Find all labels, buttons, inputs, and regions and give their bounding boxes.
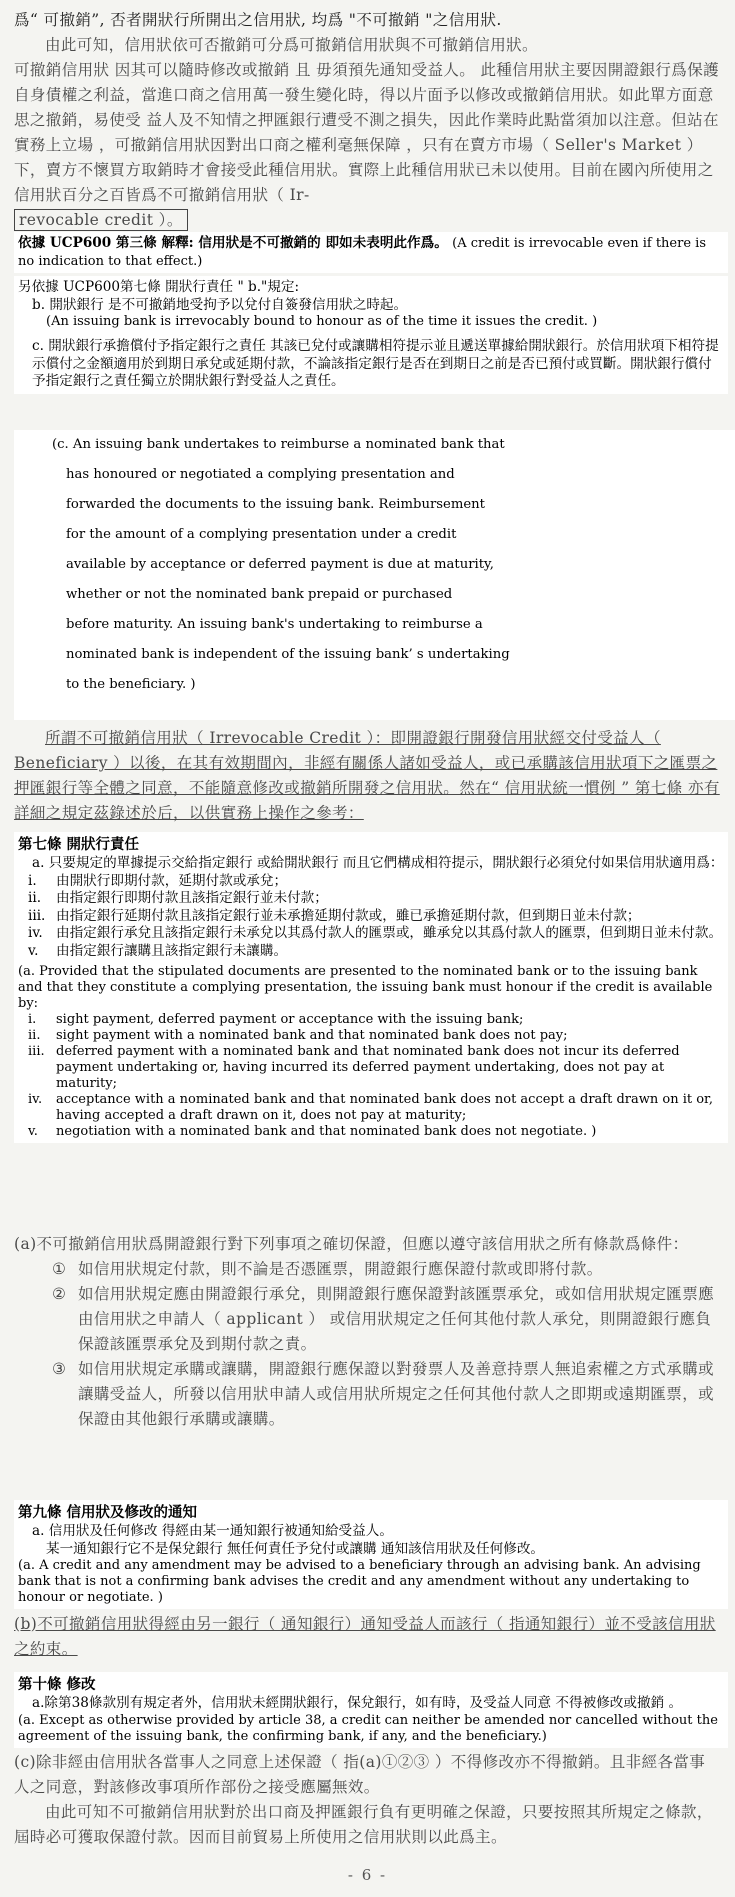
item-num: ③: [52, 1360, 67, 1378]
ucp-art7-b-zh: b. 開狀銀行 是不可撤銷地受拘予以兌付自簽發信用狀之時起。: [32, 296, 408, 313]
guarantee-intro: (a)不可撤銷信用狀爲開證銀行對下列事項之確切保證，但應以遵守該信用狀之所有條款爲條件：: [14, 1235, 689, 1253]
guarantee-list: [14, 1257, 720, 1432]
item-text: deferred payment with a nominated bank and that nominated bank does not incur its deferred payment undertaking or, having incurred its deferred payment undertaking, does not pay at maturity;: [56, 1044, 680, 1091]
guarantee-block: [14, 1232, 720, 1432]
art7-zh-item: [28, 943, 724, 961]
ucp-art7-c-zh: c. 開狀銀行承擔償付予指定銀行之責任 其該已兌付或讓購相符提示並且遞送單據給開狀銀行。於信用狀項下相符提示償付之金額適用於到期日承兌或延期付款，不論該指定銀行是否在到期日之前是否已預付或買斷。開狀銀行償付 予指定銀行之責任獨立於開狀銀行對受益人之責任。: [32, 338, 719, 389]
item-num: iii.: [28, 1044, 45, 1059]
c-en-line: (c. An issuing bank undertakes to reimburse a nominated bank that: [52, 437, 505, 452]
art10-a-en: (a. Except as otherwise provided by article 38, a credit can neither be amended nor cancelled without the agreement of the issuing bank, the confirming bank, if any, and the beneficiary.): [18, 1712, 718, 1744]
art9-block: [14, 1500, 728, 1609]
item-text: 如信用狀規定應由開證銀行承兌，則開證銀行應保證對該匯票承兌，或如信用狀規定匯票應由信用狀之申請人（ applicant ） 或信用狀規定之任何其他付款人承兌，則開證銀行應負保證該匯票承兌及到期付款之責。: [78, 1285, 715, 1353]
c-en-line: for the amount of a complying presentation under a credit: [66, 527, 457, 542]
item-num: iv.: [28, 1092, 43, 1107]
ucp-art3-text: [18, 235, 724, 270]
art10-a-zh: a.除第38條款別有規定者外，信用狀未經開狀銀行，保兌銀行，如有時，及受益人同意 不得被修改或撤銷 。: [32, 1695, 683, 1711]
item-num: i.: [28, 1012, 37, 1027]
art9-a-zh2: 某一通知銀行它不是保兌銀行 無任何責任予兌付或讓購 通知該信用狀及任何修改。: [46, 1540, 545, 1557]
guarantee-item: [52, 1357, 720, 1432]
item-num: ②: [52, 1285, 67, 1303]
irrevocable-text: 所謂不可撤銷信用狀（ Irrevocable Credit ）：即開證銀行開發信用狀經交付受益人（ Beneficiary ）以後，在其有效期間內，非經有關係人諸如受益人，或已承購該信用狀項下之匯票之押匯銀行等全體之同意，不能隨意修改或撤銷所開發之信用狀。然在“ 信用狀統一慣例 ” 第七條 亦有詳細之規定茲錄述於后，以供實務上操作之參考：: [14, 729, 720, 822]
art10-c-block: [14, 1750, 720, 1850]
art9-heading: 第九條 信用狀及修改的通知: [18, 1504, 198, 1521]
art7-en-item: [28, 1092, 724, 1124]
closing-paragraph: 由此可知不可撤銷信用狀對於出口商及押匯銀行負有更明確之保證，只要按照其所規定之條款，屆時必可獲取保證付款。因而目前貿易上所使用之信用狀則以此爲主。: [14, 1803, 713, 1846]
intro-paragraph-2: 可撤銷信用狀 因其可以隨時修改或撤銷 且 毋須預先通知受益人。 此種信用狀主要因開證銀行爲保護自身債權之利益，當進口商之信用萬一發生變化時，得以片面予以修改或撤銷信用狀。如此單方面意思之撤銷，易使受 益人及不知情之押匯銀行遭受不測之損失，因此作業時此點當須加以注意。但站在實務上立場 ，可撤銷信用狀因對出口商之權利毫無保障 ，只有在賣方市場（ Seller's Market ）下，賣方不懷買方取銷時才會接受此種信用狀。實際上此種信用狀已未以使用。目前在國內所使用之信用狀百分之百皆爲不可撤銷信用狀（ Ir-: [14, 61, 720, 204]
c-en-line: before maturity. An issuing bank's undertaking to reimburse a: [66, 617, 483, 632]
guarantee-item: [52, 1257, 720, 1282]
art7-zh-item: [28, 873, 724, 891]
item-text: 由指定銀行承兌且該指定銀行未承兌以其爲付款人的匯票或，雖承兌以其爲付款人的匯票，但到期日並未付款。: [56, 925, 723, 941]
art7-en-item: [28, 1012, 724, 1028]
guarantee-item: [52, 1282, 720, 1357]
art7-en-item: [28, 1028, 724, 1044]
ucp-art7-intro: 另依據 UCP600第七條 開狀行責任 " b."規定:: [18, 279, 300, 295]
item-text: 如信用狀規定承購或讓購，開證銀行應保證以對發票人及善意持票人無追索權之方式承購或讓購受益人，所發以信用狀申請人或信用狀所規定之任何其他付款人之即期或遠期匯票，或保證由其他銀行承購或讓購。: [78, 1360, 715, 1428]
item-num: ii.: [28, 890, 42, 906]
item-num: v.: [28, 942, 39, 959]
art10-block: [14, 1672, 728, 1748]
art7-en-list: [18, 1012, 724, 1140]
art7-en-item: [28, 1044, 724, 1092]
item-text: sight payment, deferred payment or acceptance with the issuing bank;: [56, 1012, 524, 1027]
item-text: 由指定銀行延期付款且該指定銀行並未承擔延期付款或，雖已承擔延期付款，但到期日並未付款；: [56, 907, 641, 924]
art7-heading: 第七條 開狀行責任: [18, 836, 140, 853]
ucp-art7-bc-block: [14, 276, 728, 394]
art7-zh-item: [28, 925, 724, 943]
intro-paragraph-2-end: [14, 208, 720, 233]
art9-a-zh: a. 信用狀及任何修改 得經由某一通知銀行被通知給受益人。: [32, 1523, 393, 1539]
ucp-art7-b-en: (An issuing bank is irrevocably bound to honour as of the time it issues the credit. ): [46, 314, 598, 329]
art9-a-en: (a. A credit and any amendment may be advised to a beneficiary through an advising bank. An advising bank that is not a confirming bank advises the credit and any amendment without any undertaking to honour or negotiate. ): [18, 1558, 701, 1605]
art7-zh-list: [18, 873, 724, 961]
art7-en-item: [28, 1124, 724, 1140]
irrevocable-paragraph: [14, 726, 720, 826]
art7-a-en: (a. Provided that the stipulated documents are presented to the nominated bank or to the issuing bank and that they constitute a complying presentation, the issuing bank must honour if the credit is available by:: [18, 964, 713, 1011]
item-num: ①: [52, 1260, 67, 1278]
item-num: v.: [28, 1124, 38, 1139]
intro-paragraph-1: 由此可知，信用狀依可否撤銷可分爲可撤銷信用狀與不可撤銷信用狀。: [45, 36, 538, 54]
art10-heading: 第十條 修改: [18, 1676, 96, 1693]
ucp-art3-zh: 依據 UCP600 第三條 解釋: 信用狀是不可撤銷的 即如未表明此作爲。: [18, 235, 448, 251]
item-num: iii.: [28, 907, 46, 924]
item-text: sight payment with a nominated bank and that nominated bank does not pay;: [56, 1028, 568, 1043]
art7-block: [14, 832, 728, 1143]
revocable-credit-box: revocable credit ）。: [14, 209, 188, 231]
art9-b-block: [14, 1612, 720, 1662]
item-num: iv.: [28, 925, 43, 941]
item-text: 如信用狀規定付款，則不論是否憑匯票，開證銀行應保證付款或即將付款。: [78, 1260, 603, 1278]
item-text: 由開狀行即期付款，延期付款或承兌；: [56, 872, 288, 889]
c-en-line: has honoured or negotiated a complying presentation and: [66, 467, 455, 482]
intro-block: [14, 8, 720, 233]
art7-zh-item: [28, 908, 724, 926]
page-number: - 6 -: [347, 1866, 388, 1884]
art10-c-zh: (c)除非經由信用狀各當事人之同意上述保證（ 指(a)①②③ ）不得修改亦不得撤銷。且非經各當事人之同意，對該修改事項所作部份之接受應屬無效。: [14, 1753, 706, 1796]
c-en-line: forwarded the documents to the issuing bank. Reimbursement: [66, 497, 485, 512]
c-en-line: nominated bank is independent of the issuing bank’ s undertaking: [66, 647, 510, 662]
art9-b-zh: (b)不可撤銷信用狀得經由另一銀行（ 通知銀行）通知受益人而該行（ 指通知銀行）並不受該信用狀之約束。: [14, 1615, 716, 1658]
ucp-art3-en: (A credit is irrevocable even if there is no indication to that effect.): [18, 236, 706, 269]
item-num: ii.: [28, 1028, 41, 1043]
item-text: negotiation with a nominated bank and that nominated bank does not negotiate. ): [56, 1124, 597, 1139]
art7-zh-item: [28, 890, 724, 908]
c-en-line: to the beneficiary. ): [66, 677, 196, 692]
c-en-line: whether or not the nominated bank prepaid or purchased: [66, 587, 453, 602]
ucp-art3-block: [14, 232, 728, 273]
intro-line: 爲“ 可撤銷”, 否者開狀行所開出之信用狀, 均爲 "不可撤銷 "之信用狀.: [14, 11, 502, 29]
item-text: acceptance with a nominated bank and that nominated bank does not accept a draft drawn on it or, having accepted a draft drawn on it, does not pay at maturity;: [56, 1092, 713, 1123]
art7-a-zh: a. 只要規定的單據提示交給指定銀行 或給開狀銀行 而且它們構成相符提示，開狀銀行必須兌付如果信用狀適用爲：: [32, 855, 724, 871]
c-en-line: available by acceptance or deferred payment is due at maturity,: [66, 557, 494, 572]
item-num: i.: [28, 872, 37, 889]
item-text: 由指定銀行讓購且該指定銀行未讓購。: [56, 942, 288, 959]
item-text: 由指定銀行即期付款且該指定銀行並未付款；: [56, 890, 328, 906]
ucp-art7-c-en-block: [14, 430, 735, 720]
